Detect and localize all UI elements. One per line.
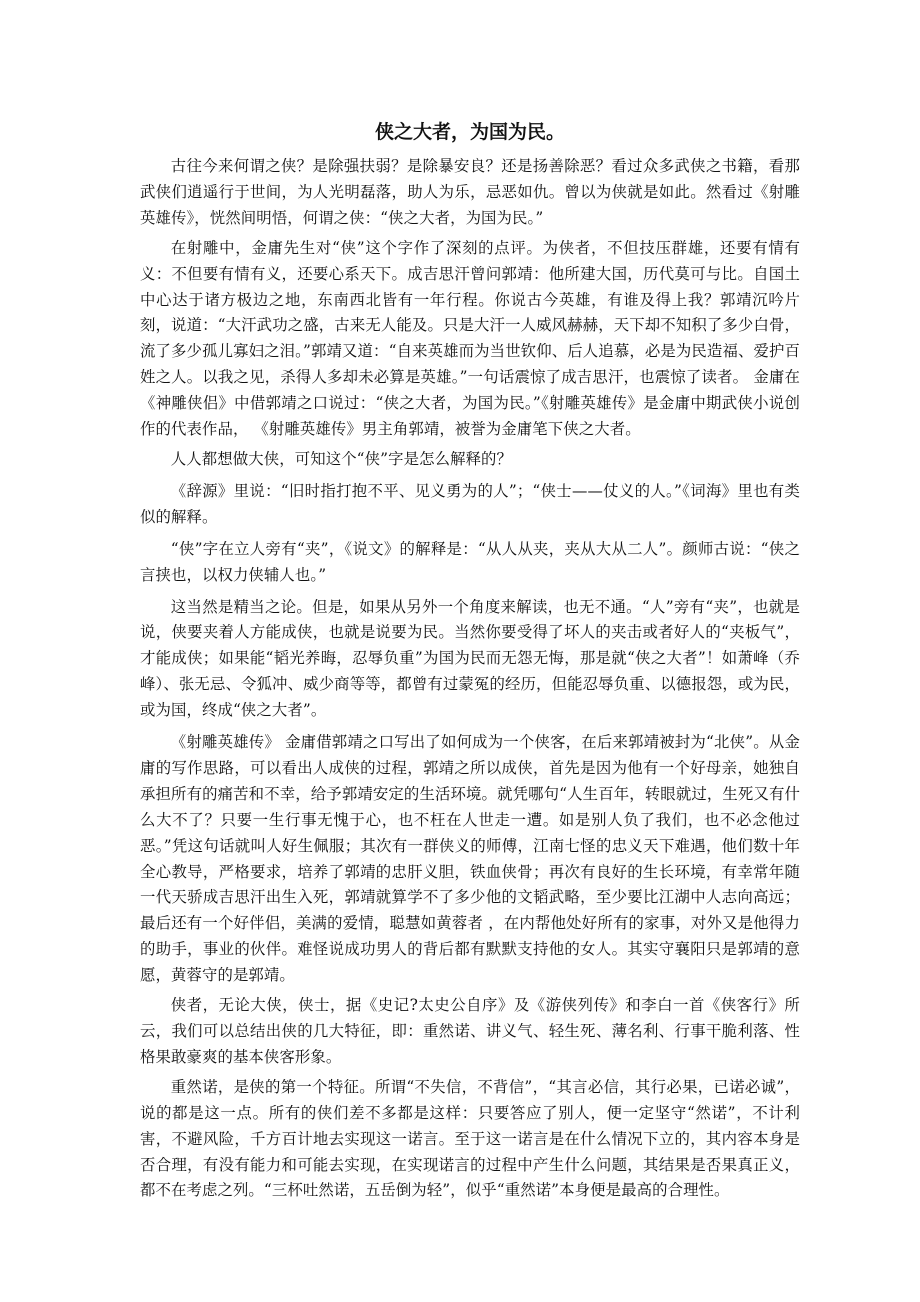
- paragraph-2: 在射雕中，金庸先生对“侠”这个字作了深刻的点评。为侠者，不但技压群雄，还要有情有义：不但要有情有义，还要心系天下。成吉思汗曾问郭靖：他所建大国，历代莫可与比。自国土中心达于诸方极边之地，东南西北皆有一年行程。你说古今英雄，有谁及得上我？郭靖沉吟片刻，说道：“大汗武功之盛，古来无人能及。只是大汗一人威风赫赫，天下却不知积了多少白骨，流了多少孤儿寡妇之泪。”郭靖又道：“自来英雄而为当世钦仰、后人追慕，必是为民造福、爱护百姓之人。以我之见，杀得人多却未必算是英雄。”一句话震惊了成吉思汗，也震惊了读者。 金庸在《神雕侠侣》中借郭靖之口说过：“侠之大者，为国为民。”《射雕英雄传》是金庸中期武侠小说创作的代表作品， 《射雕英雄传》男主角郭靖，被誉为金庸笔下侠之大者。: [140, 238, 800, 439]
- paragraph-6: 这当然是精当之论。但是，如果从另外一个角度来解读，也无不通。“人”旁有“夹”，也就是说，侠要夹着人方能成侠，也就是说要为民。当然你要受得了坏人的夹击或者好人的“夹板气”，才能成侠；如果能“韬光养晦，忍辱负重”为国为民而无怨无悔，那是就“侠之大者”！如萧峰（乔峰）、张无忌、令狐冲、威少商等等，都曾有过蒙冤的经历，但能忍辱负重、以德报怨，或为民，或为国，终成“侠之大者”。: [140, 597, 800, 720]
- paragraph-5: “侠”字在立人旁有“夹”，《说文》的解释是：“从人从夹，夹从大从二人”。颜师古说：“侠之言挟也，以权力侠辅人也。”: [140, 539, 800, 584]
- paragraph-8: 侠者，无论大侠，侠士，据《史记?太史公自序》及《游侠列传》和李白一首《侠客行》所云，我们可以总结出侠的几大特征，即：重然诺、讲义气、轻生死、薄名利、行事干脆利落、性格果敢豪爽的基本侠客形象。: [140, 996, 800, 1066]
- document-title: 侠之大者，为国为民。: [374, 121, 565, 143]
- paragraph-9: 重然诺，是侠的第一个特征。所谓“不失信，不背信”，“其言必信，其行必果，已诺必诚”，说的都是这一点。所有的侠们差不多都是这样：只要答应了别人，便一定坚守“然诺”，不计利害，不避风险，千方百计地去实现这一诺言。至于这一诺言是在什么情况下立的，其内容本身是否合理，有没有能力和可能去实现，在实现诺言的过程中产生什么问题，其结果是否果真正义，都不在考虑之列。“三杯吐然诺，五岳倒为轻”，似乎“重然诺”本身便是最高的合理性。: [140, 1077, 800, 1200]
- paragraph-1: 古往今来何谓之侠？是除强扶弱？是除暴安良？还是扬善除恶？看过众多武侠之书籍，看那武侠们逍遥行于世间，为人光明磊落，助人为乐，忌恶如仇。曾以为侠就是如此。然看过《射雕英雄传》，恍然间明悟，何谓之侠：“侠之大者，为国为民。”: [140, 157, 800, 227]
- document-page: [140, 118, 800, 1208]
- paragraph-7: 《射雕英雄传》 金庸借郭靖之口写出了如何成为一个侠客，在后来郭靖被封为“北侠”。从金庸的写作思路，可以看出人成侠的过程，郭靖之所以成侠，首先是因为他有一个好母亲，她独自承担所有的痛苦和不幸，给予郭靖安定的生活环境。就凭哪句“人生百年，转眼就过，生死又有什么大不了？只要一生行事无愧于心，也不枉在人世走一遭。如是别人负了我们，也不必念他过恶。”凭这句话就叫人好生佩服；其次有一群侠义的师傅，江南七怪的忠义天下难遇，他们数十年全心教导，严格要求，培养了郭靖的忠肝义胆，铁血侠骨；再次有良好的生长环境，有幸常年随一代天骄成吉思汗出生入死，郭靖就算学不了多少他的文韬武略，至少要比江湖中人志向高远；最后还有一个好伴侣，美满的爱情，聪慧如黄蓉者 ，在内帮他处好所有的家事，对外又是他得力的助手，事业的伙伴。难怪说成功男人的背后都有默默支持他的女人。其实守襄阳只是郭靖的意愿，黄蓉守的是郭靖。: [140, 733, 800, 985]
- paragraph-3: 人人都想做大侠，可知这个“侠”字是怎么解释的？: [170, 449, 513, 468]
- paragraph-4: 《辞源》里说：“旧时指打抱不平、见义勇为的人”；“侠士——仗义的人。”《词海》里也有类似的解释。: [140, 481, 800, 526]
